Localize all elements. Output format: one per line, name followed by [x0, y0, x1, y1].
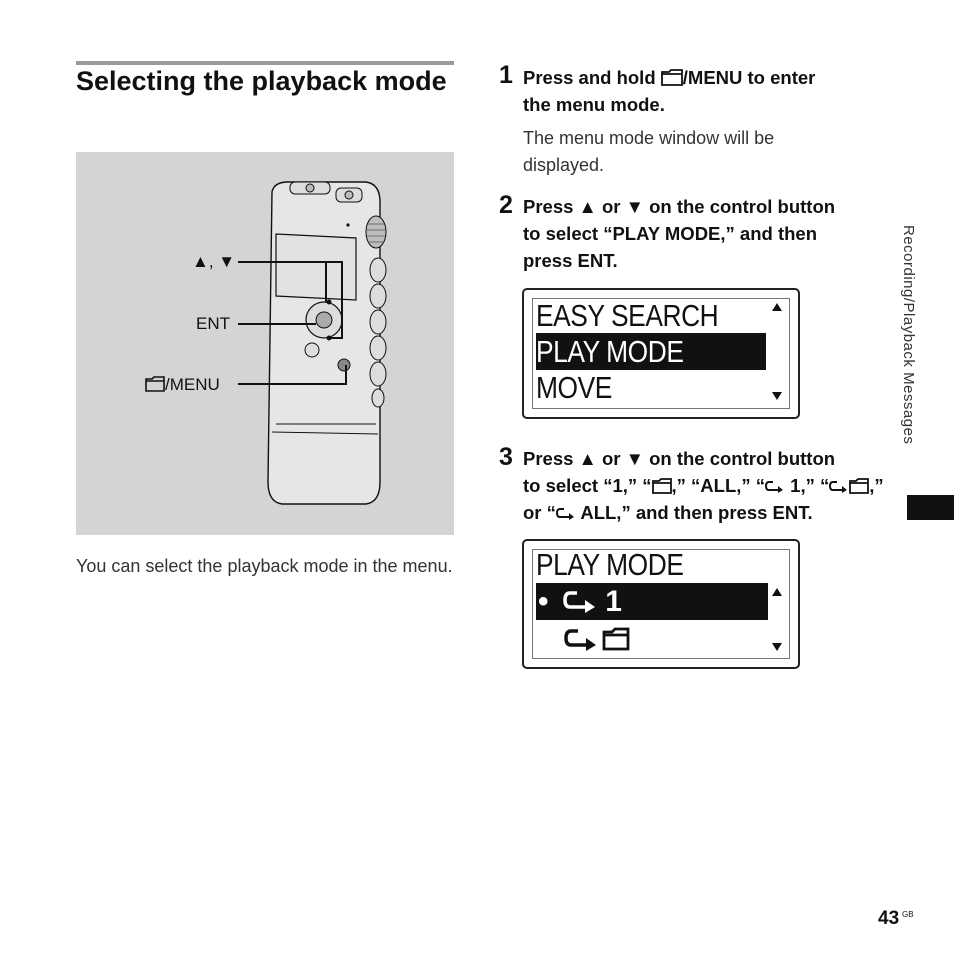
menu-row-move: MOVE — [536, 370, 612, 405]
scroll-up-icon — [771, 302, 783, 312]
page-suffix: GB — [902, 910, 914, 919]
repeat-icon — [829, 480, 849, 494]
scroll-up-icon — [771, 587, 783, 597]
folder-icon — [661, 69, 683, 86]
selected-row — [538, 583, 622, 620]
repeat-icon — [556, 507, 576, 521]
folder-icon — [602, 627, 630, 651]
folder-icon — [849, 478, 869, 494]
arrows-label: ▲, ▼ — [192, 252, 236, 271]
repeat-folder-row — [564, 621, 630, 658]
chapter-tab — [907, 495, 954, 520]
folder-icon — [145, 376, 165, 392]
device-illustration — [76, 152, 454, 535]
chapter-sidebar — [900, 225, 930, 485]
menu-label: /MENU — [145, 375, 220, 395]
step-1-instruction: Press and hold /MENU to enter the menu mode. — [523, 67, 816, 115]
repeat-one-value: 1 — [605, 585, 622, 618]
repeat-icon — [765, 480, 785, 494]
step-3-instruction: Press ▲ or ▼ on the control button to select “1,” “ ,” “ALL,” “ 1,” “ ,” or “ ALL,” and then press ENT. — [523, 448, 884, 523]
section-caption: You can select the playback mode in the menu. — [76, 556, 453, 576]
chapter-label: Recording/Playback Messages — [900, 225, 917, 445]
menu-row-easy-search: EASY SEARCH — [536, 298, 719, 333]
section-title: Selecting the playback mode — [76, 66, 447, 96]
scroll-down-icon — [771, 391, 783, 401]
menu-row-play-mode: PLAY MODE — [536, 334, 684, 369]
play-mode-display — [522, 539, 800, 669]
step-2-number: 2 — [499, 191, 513, 219]
menu-display — [522, 288, 800, 419]
step-1-detail: The menu mode window will be displayed. — [523, 128, 775, 175]
repeat-icon — [564, 627, 598, 651]
step-3-number: 3 — [499, 443, 513, 471]
section-rule — [76, 61, 454, 65]
step-2-instruction: Press ▲ or ▼ on the control button to select “PLAY MODE,” and then press ENT. — [523, 196, 836, 271]
row-bullet: • — [538, 585, 549, 618]
scroll-down-icon — [771, 642, 783, 652]
ent-label: ENT — [196, 314, 230, 333]
folder-icon — [652, 478, 672, 494]
page-number: 43 — [878, 908, 900, 929]
repeat-icon — [563, 589, 597, 613]
recorder-drawing — [76, 152, 454, 535]
step-1-number: 1 — [499, 61, 513, 89]
display-title: PLAY MODE — [536, 547, 684, 582]
